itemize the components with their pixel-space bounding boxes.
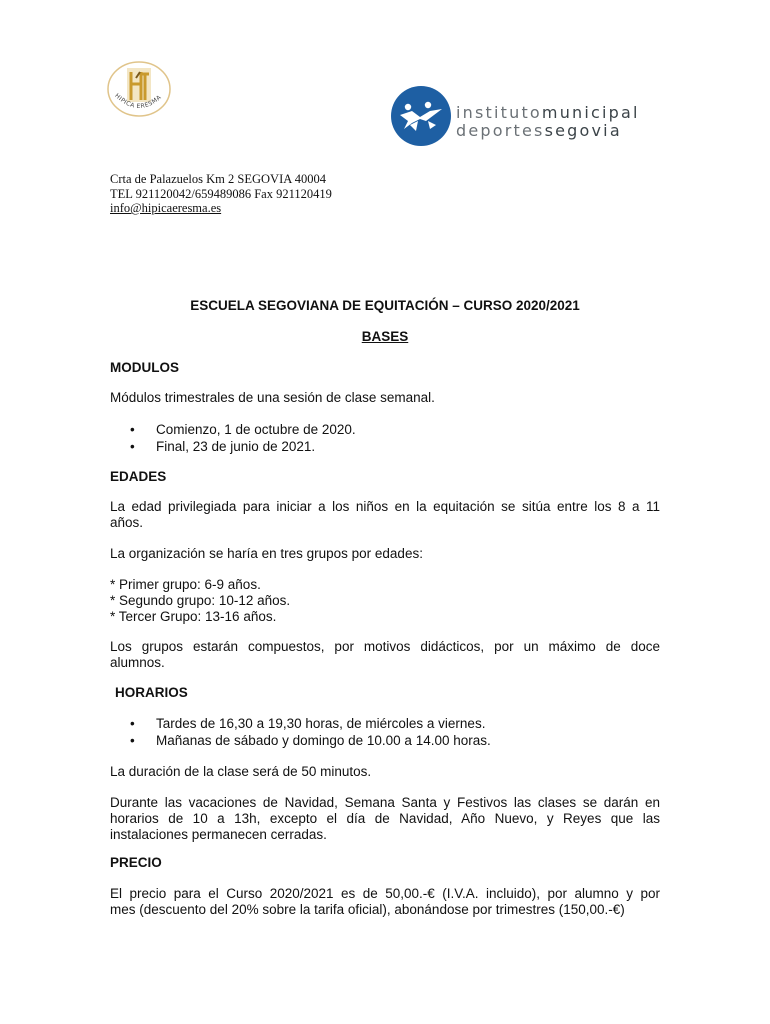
- age-group-line: * Tercer Grupo: 13-16 años.: [110, 609, 277, 624]
- edades-paragraph-line: años.: [110, 515, 144, 530]
- edades-paragraph-line: Los grupos estarán compuestos, por motivos didácticos, por un máximo de doce: [110, 639, 660, 654]
- list-item: • Mañanas de sábado y domingo de 10.00 a 14.00 horas.: [130, 732, 660, 749]
- modulos-bullet-list: [130, 421, 660, 455]
- horarios-paragraph-line: horarios de 10 a 13h, excepto el día de Navidad, Año Nuevo, y Reyes que las: [110, 811, 660, 826]
- address-line: Crta de Palazuelos Km 2 SEGOVIA 40004: [110, 172, 326, 186]
- horarios-paragraph-line: Durante las vacaciones de Navidad, Semana Santa y Festivos las clases se darán en: [110, 795, 660, 810]
- section-heading-edades: EDADES: [110, 469, 167, 484]
- edades-paragraph-line: La edad privilegiada para iniciar a los niños en la equitación se sitúa entre los 8 a 11: [110, 499, 660, 514]
- email-link[interactable]: info@hipicaeresma.es: [110, 201, 222, 215]
- age-group-line: * Segundo grupo: 10-12 años.: [110, 593, 291, 608]
- hipica-eresma-logo: [103, 58, 175, 120]
- bases-subtitle: BASES: [361, 329, 409, 344]
- imd-emblem-icon: [390, 85, 452, 147]
- horarios-duration: La duración de la clase será de 50 minutos.: [110, 764, 372, 779]
- section-heading-horarios: HORARIOS: [115, 685, 188, 700]
- horarios-paragraph-line: instalaciones permanecen cerradas.: [110, 827, 327, 842]
- precio-paragraph-line: mes (descuento del 20% sobre la tarifa oficial), abonándose por trimestres (150,00.-€): [110, 902, 625, 917]
- section-heading-modulos: MODULOS: [110, 360, 179, 375]
- address-block: [110, 172, 332, 216]
- precio-paragraph-line: El precio para el Curso 2020/2021 es de 50,00.-€ (I.V.A. incluido), por alumno y por: [110, 886, 660, 901]
- edades-paragraph-line: alumnos.: [110, 655, 165, 670]
- section-heading-precio: PRECIO: [110, 855, 162, 870]
- list-item: • Tardes de 16,30 a 19,30 horas, de miércoles a viernes.: [130, 715, 660, 732]
- modulos-text: Módulos trimestrales de una sesión de clase semanal.: [110, 390, 435, 405]
- edades-groups-intro: La organización se haría en tres grupos por edades:: [110, 546, 423, 561]
- svg-text:HIPICA ERESMA: HIPICA ERESMA: [113, 92, 163, 111]
- phone-line: TEL 921120042/659489086 Fax 921120419: [110, 186, 332, 201]
- horarios-bullet-list: [130, 715, 660, 749]
- age-group-line: * Primer grupo: 6-9 años.: [110, 577, 261, 592]
- imd-segovia-logo: [390, 85, 640, 147]
- list-item: • Comienzo, 1 de octubre de 2020.: [130, 421, 660, 438]
- imd-logo-text: institutomunicipal deportessegovia: [456, 103, 640, 140]
- list-item: • Final, 23 de junio de 2021.: [130, 438, 660, 455]
- document-title: ESCUELA SEGOVIANA DE EQUITACIÓN – CURSO 2020/2021: [190, 298, 580, 313]
